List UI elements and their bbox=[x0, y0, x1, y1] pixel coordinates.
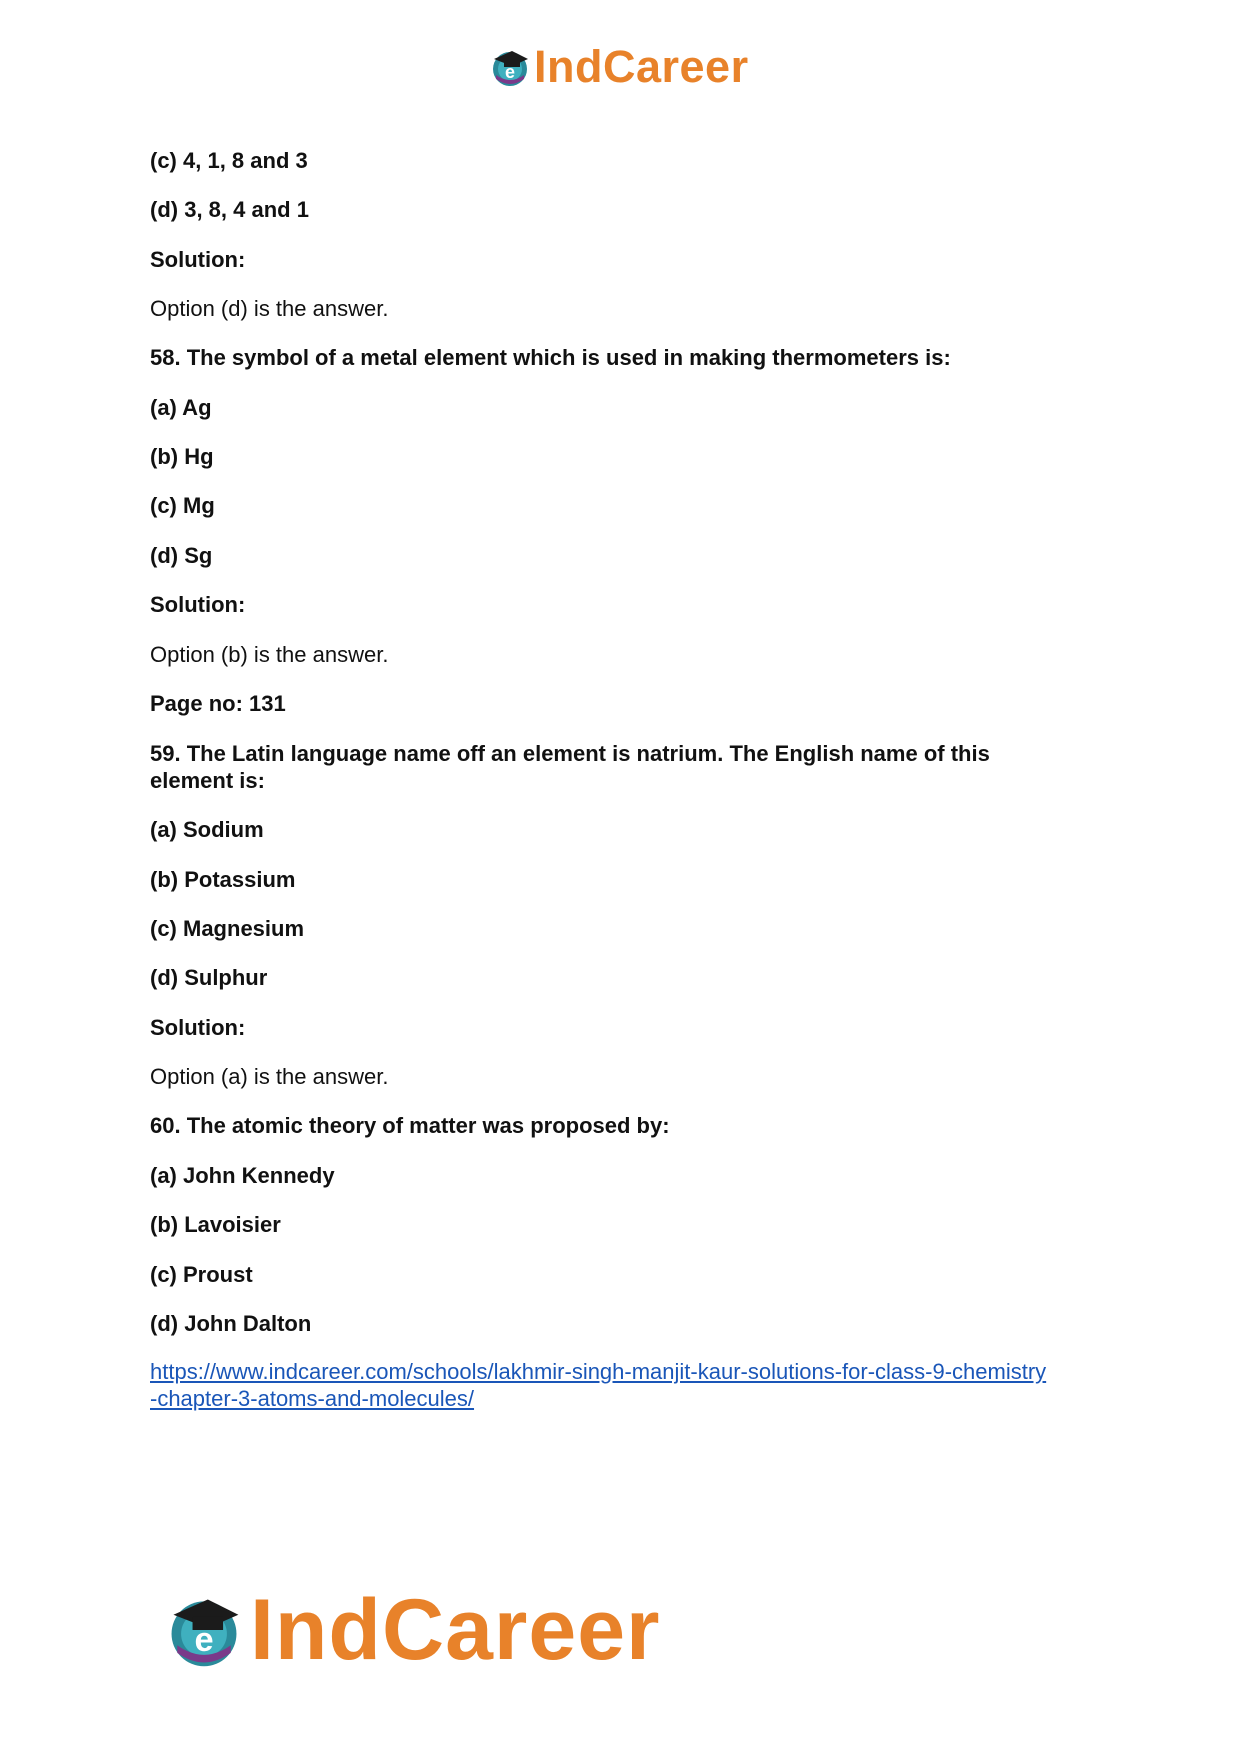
graduation-globe-icon bbox=[488, 45, 532, 89]
graduation-globe-icon bbox=[162, 1588, 246, 1672]
svg-text:e: e bbox=[504, 62, 516, 82]
option-a-q60: (a) John Kennedy bbox=[150, 1163, 335, 1188]
option-d-q57: (d) 3, 8, 4 and 1 bbox=[150, 197, 309, 222]
question-58: 58. The symbol of a metal element which is used in making thermometers is: bbox=[150, 345, 951, 370]
option-b-q60: (b) Lavoisier bbox=[150, 1212, 281, 1237]
option-c-q59: (c) Magnesium bbox=[150, 916, 305, 941]
option-d-q59: (d) Sulphur bbox=[150, 965, 268, 990]
svg-text:e: e bbox=[194, 1621, 214, 1659]
source-link-line2[interactable]: -chapter-3-atoms-and-molecules/ bbox=[150, 1386, 475, 1411]
option-c-q60: (c) Proust bbox=[150, 1262, 253, 1287]
question-59-line2: element is: bbox=[150, 768, 265, 793]
option-c-q57: (c) 4, 1, 8 and 3 bbox=[150, 148, 308, 173]
option-b-q58: (b) Hg bbox=[150, 444, 214, 469]
page-number: Page no: 131 bbox=[150, 691, 286, 716]
option-d-q60: (d) John Dalton bbox=[150, 1311, 312, 1336]
header-logo-text: IndCareer bbox=[534, 41, 749, 92]
footer-logo-text: IndCareer bbox=[250, 1582, 661, 1678]
footer-logo bbox=[162, 1582, 661, 1678]
solution-heading-q57: Solution: bbox=[150, 247, 246, 272]
solution-heading-q58: Solution: bbox=[150, 592, 246, 617]
solution-heading-q59: Solution: bbox=[150, 1015, 246, 1040]
header-logo bbox=[488, 42, 749, 92]
question-60: 60. The atomic theory of matter was proposed by: bbox=[150, 1113, 670, 1138]
answer-q57: Option (d) is the answer. bbox=[150, 296, 389, 321]
option-a-q58: (a) Ag bbox=[150, 395, 212, 420]
option-c-q58: (c) Mg bbox=[150, 493, 215, 518]
question-59-line1: 59. The Latin language name off an element is natrium. The English name of this bbox=[150, 741, 990, 766]
answer-q59: Option (a) is the answer. bbox=[150, 1064, 389, 1089]
answer-q58: Option (b) is the answer. bbox=[150, 642, 389, 667]
option-b-q59: (b) Potassium bbox=[150, 867, 296, 892]
source-link-line1[interactable]: https://www.indcareer.com/schools/lakhmir-singh-manjit-kaur-solutions-for-class-9-chemistry bbox=[150, 1359, 1047, 1384]
option-a-q59: (a) Sodium bbox=[150, 817, 264, 842]
option-d-q58: (d) Sg bbox=[150, 543, 213, 568]
